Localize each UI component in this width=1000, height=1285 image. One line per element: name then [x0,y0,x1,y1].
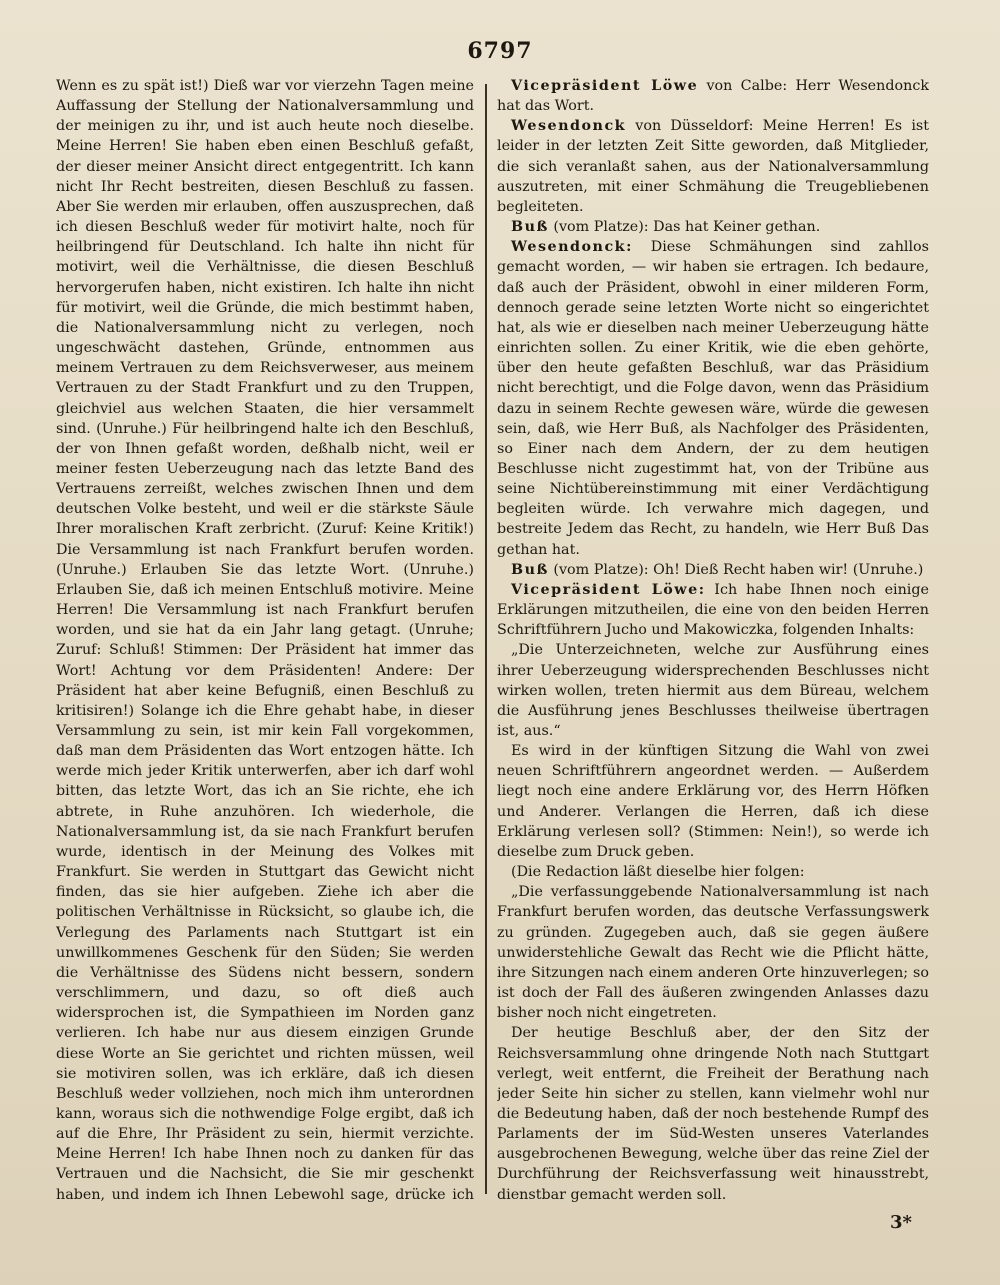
paragraph: Wenn es zu spät ist!) Dieß war vor vierzehn Tagen meine Auffassung der Stellung der Nationalversammlung und der meinigen zu ihr, und ist auch heute noch dieselbe. Meine Herren! Sie haben eben einen Beschluß gefaßt, der dieser meiner Ansicht direct entgegentritt. Ich kann nicht Ihr Recht bestreiten, diesen Beschluß zu fassen. Aber Sie werden mir erlauben, offen auszusprechen, daß ich diesen Beschluß weder für motivirt halte, noch für heilbringend für Deutschland. Ich halte ihn nicht für motivirt, weil die Verhältnisse, die diesen Beschluß hervorgerufen haben, nicht existiren. Ich halte ihn nicht für motivirt, weil die Gründe, die mich bestimmt haben, die Nationalversammlung nicht zu verlegen, noch ungeschwächt dastehen, Gründe, entnommen aus meinem Vertrauen zu dem Reichsverweser, aus meinem Vertrauen zu der Stadt Frankfurt und zu den Truppen, gleichviel aus welchen Staaten, die hier versammelt sind. (Unruhe.) Für heilbringend halte ich den Beschluß, der von Ihnen gefaßt worden, deßhalb nicht, weil er meiner festen Ueberzeugung nach das letzte Band des Vertrauens zerreißt, welches zwischen Ihnen und dem deutschen Volke besteht, und weil er die stärkste Säule Ihrer moralischen Kraft zerbricht. (Zuruf: Keine Kritik!) Die Versammlung ist nach Frankfurt berufen worden. (Unruhe.) Erlauben Sie das letzte Wort. (Unruhe.) Erlauben Sie, daß ich meinen Entschluß motivire. Meine Herren! Die Versammlung ist nach Frankfurt berufen worden, und sie hat da ein Jahr lang getagt. (Unruhe; Zuruf: Schluß! Stimmen: Der Präsident hat immer das Wort! Achtung vor dem Präsidenten! Andere: Der Präsident hat aber keine Befugniß, einen Beschluß zu kritisiren!) Solange ich die Ehre gehabt habe, in dieser Versammlung zu sein, ist mir kein Fall vorgekommen, daß man dem Präsidenten das Wort entzogen hätte. Ich werde mich jeder Kritik unterwerfen, aber ich darf wohl bitten, das letzte Wort, das ich an Sie richte, ehe ich abtrete, in Ruhe anzuhören. Ich wiederhole, die Nationalversammlung ist, da sie nach Frankfurt berufen wurde, identisch in der Meinung des Volkes mit Frankfurt. Sie werden in Stuttgart das Gewicht nicht finden, das sie hier aufgeben. Ziehe ich aber die politischen Verhältnisse in Rücksicht, so glaube ich, die Verlegung des Parlaments nach Stuttgart ist ein unwillkommenes Geschenk für den Süden; Sie werden die Verhältnisse des Südens nicht bessern, sondern verschlimmern, und dazu, so oft dieß auch widersprochen ist, die Sympathieen im Norden ganz verlieren. Ich habe nur aus diesem einzigen Grunde diese Worte an Sie gerichtet und richten müssen, weil sie motiviren sollen, was ich erkläre, daß ich diesen Beschluß weder vollziehen, noch mich ihm unterordnen kann, woraus sich die nothwendige Folge ergibt, daß ich auf die Ehre, Ihr Präsident zu sein, hiermit verzichte. Meine Herren! Ich habe Ihnen noch zu danken für das Vertrauen und die Nachsicht, die Sie mir geschenkt haben, und indem ich Ihnen Lebewohl sage, drücke ich [56,78,474,1203]
editorial-note: (Die Redaction läßt dieselbe hier folgen: [511,864,805,881]
paragraph [497,560,929,580]
speech-text: Diese Schmähungen sind zahllos gemacht worden, — wir haben sie ertragen. Ich bedaure, daß auch der Präsident, obwohl in einer milderen Form, dennoch gerade seine letzten Worte nicht so eingerichtet hat, als wie er dieselben nach meiner Ueberzeugung hätte einrichten sollen. Zu einer Kritik, wie die eben gehörte, über den heute gefaßten Beschluß, war das Präsidium nicht berechtigt, und die Folge davon, wenn das Präsidium dazu in seinem Rechte gewesen wäre, würde die gewesen sein, daß, wie Herr Buß, als Nachfolger des Präsidenten, so Einer nach dem Andern, der zu dem heutigen Beschlusse nicht zugestimmt hat, von der Tribüne aus seine Nichtübereinstimmung mit einer Verdächtigung begleiten würde. Ich verwahre mich dagegen, und bestreite Jedem das Recht, zu handeln, wie Herr Buß Das gethan hat. [497,239,929,558]
speech-text: Ich habe Ihnen noch einige Erklärungen mitzutheilen, die eine von den beiden Herren Schriftführern Jucho und Makowiczka, folgenden Inhalts: [497,581,929,639]
speech-text: (vom Platze): Das hat Keiner gethan. [548,219,821,236]
speech-text: von Calbe: Herr Wesendonck hat das Wort. [497,78,929,115]
speaker-name: Buß [511,561,549,578]
paragraph [497,76,929,116]
quoted-declaration: „Die verfassunggebende Nationalversammlung ist nach Frankfurt berufen worden, das deutsche Verfassungswerk zu gründen. Zugegeben auch, daß sie gegen äußere unwiderstehliche Gewalt das Recht wie die Pflicht hätte, ihre Sitzungen nach einem anderen Orte hinzuverlegen; so ist doch der Fall des äußeren zwingenden Anlasses dazu bisher noch nicht eingetreten. [497,884,929,1022]
paragraph [497,217,929,237]
paragraph [497,237,929,560]
right-column [497,76,929,1204]
speaker-name: Vicepräsident Löwe [511,78,699,94]
speaker-name: Wesendonck: [511,239,633,256]
speaker-name: Wesendonck [511,118,627,135]
speech-text: (vom Platze): Oh! Dieß Recht haben wir! (Unruhe.) [548,561,924,578]
column-divider [485,84,487,1194]
speaker-name: Buß [511,219,549,236]
speaker-name: Vicepräsident Löwe: [511,581,706,598]
speech-text: von Düsseldorf: Meine Herren! Es ist leider in der letzten Zeit Sitte geworden, daß Mitglieder, die sich veranlaßt sahen, aus der Nationalversammlung auszutreten, mit einer Schmähung die Treugebliebenen begleiteten. [497,118,929,215]
signature-mark: 3* [890,1212,912,1233]
paragraph: Es wird in der künftigen Sitzung die Wahl von zwei neuen Schriftführern angeordnet werden. — Außerdem liegt noch eine andere Erklärung vor, des Herrn Höfken und Anderer. Verlangen die Herren, daß ich diese Erklärung verlesen soll? (Stimmen: Nein!), so werde ich dieselbe zum Druck geben. [497,743,929,860]
paragraph: Der heutige Beschluß aber, der den Sitz der Reichsversammlung ohne dringende Noth nach Stuttgart verlegt, weit entfernt, die Freiheit der Berathung nach jeder Seite hin sicher zu stellen, kann vielmehr wohl nur die Bedeutung haben, daß der noch bestehende Rumpf des Parlaments der im Süd-Westen unseres Vaterlandes ausgebrochenen Bewegung, welche über das reine Ziel der Durchführung der Reichsverfassung weit hinausstrebt, dienstbar gemacht werden soll. [497,1025,929,1203]
paragraph [497,116,929,217]
left-column [56,76,474,1204]
paragraph [497,580,929,640]
quoted-declaration: „Die Unterzeichneten, welche zur Ausführung eines ihrer Ueberzeugung widersprechenden Beschlusses nicht wirken wollen, treten hiermit aus dem Büreau, welchem die Ausführung jenes Beschlusses theilweise übertragen ist, aus.“ [497,642,929,739]
page-number: 6797 [467,38,533,64]
